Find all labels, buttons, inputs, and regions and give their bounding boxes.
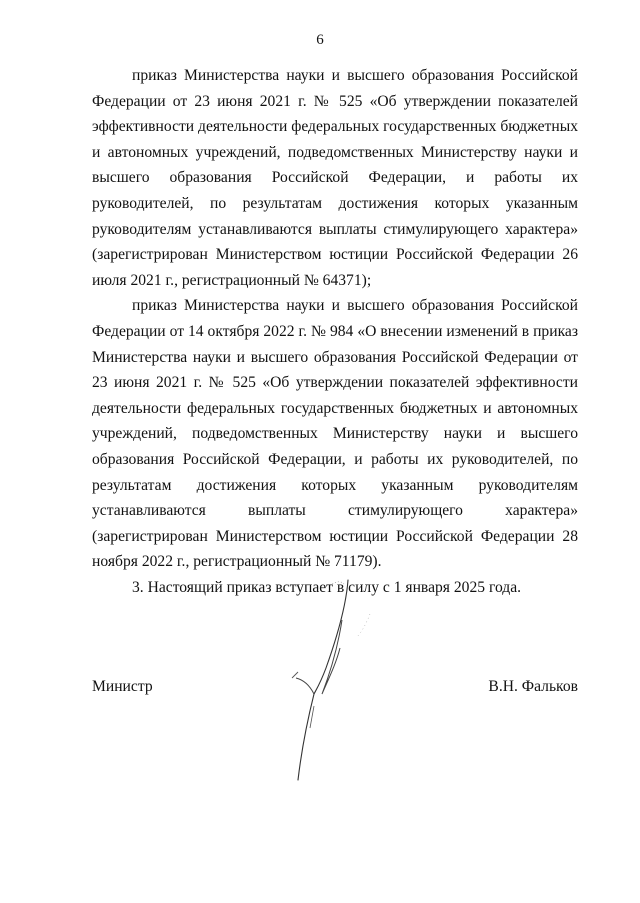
page-number: 6 [316,32,324,48]
paragraph-effective-date: 3. Настоящий приказ вступает в силу с 1 января 2025 года. [132,578,522,596]
signature-block [92,678,578,702]
signatory-role: Министр [92,678,153,695]
signatory-name: В.Н. Фальков [488,678,578,695]
paragraph-order-525: приказ Министерства науки и высшего образования Российской Федерации от 23 июня 2021 г. № 525 «Об утверждении показателей эффективности деятельности федеральных государственных бюджетных и автономных учреждений, подведомственных Министерству науки и высшего образования Российской Федерации, и работы их руководителей, по результатам достижения которых указанным руководителям устанавливаются выплаты стимулирующего характера» (зарегистрирован Министерством юстиции Российской Федерации 26 июля 2021 г., регистрационный № 64371); [92,67,578,289]
document-body [92,63,578,600]
paragraph-order-984: приказ Министерства науки и высшего образования Российской Федерации от 14 октября 2022 г. № 984 «О внесении изменений в приказ Министерства науки и высшего образования Российской Федерации от 23 июня 2021 г. № 525 «Об утверждении показателей эффективности деятельности федеральных государственных бюджетных и автономных учреждений, подведомственных Министерству науки и высшего образования Российской Федерации, и работы их руководителей, по результатам достижения которых указанным руководителям устанавливаются выплаты стимулирующего характера» (зарегистрирован Министерством юстиции Российской Федерации 28 ноября 2022 г., регистрационный № 71179). [92,297,578,571]
